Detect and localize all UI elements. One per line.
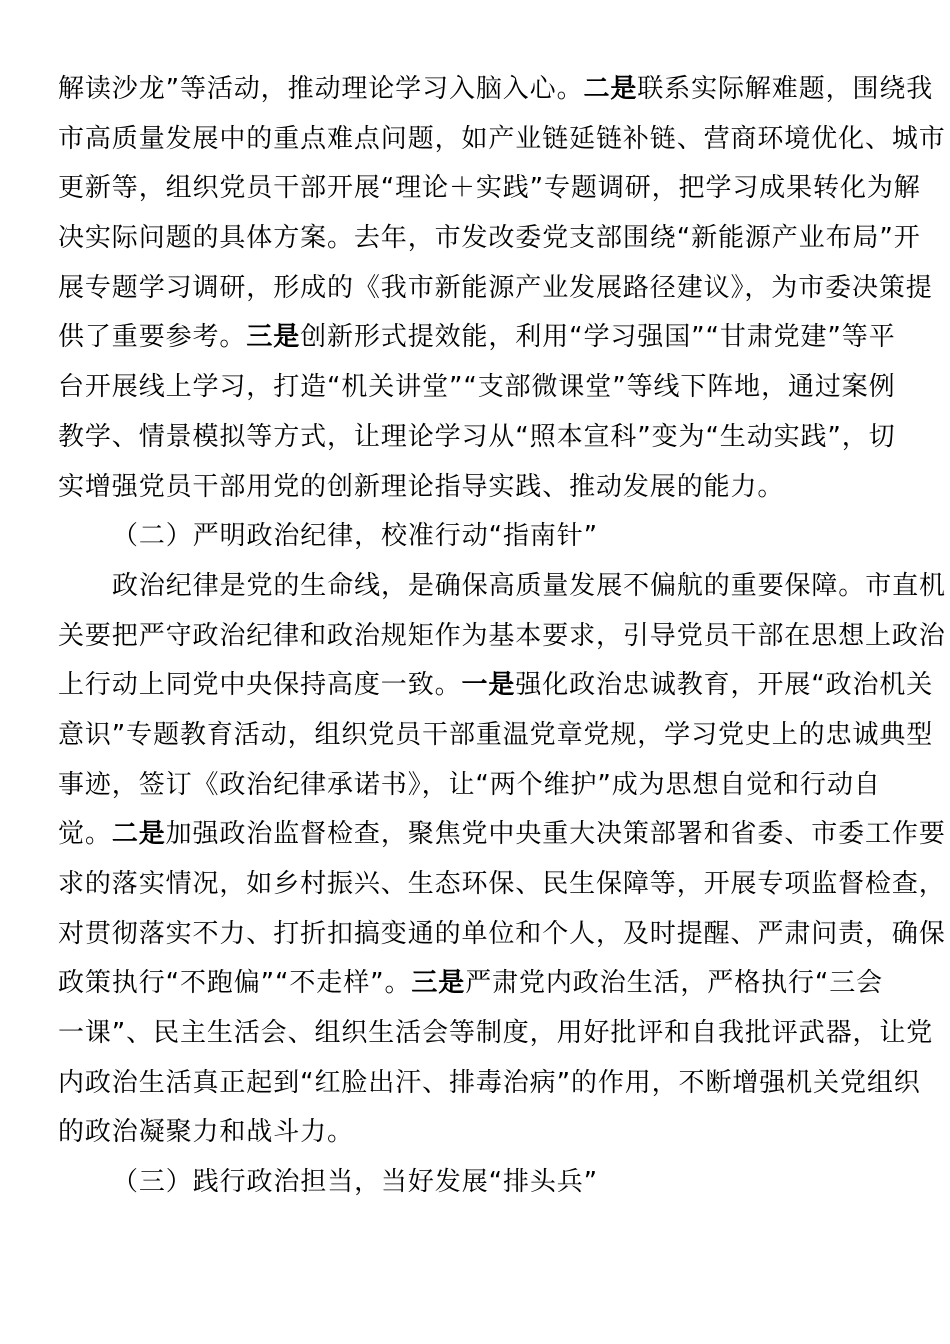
- text-segment: 供了重要参考。: [58, 322, 247, 353]
- heading-text: （三）践行政治担当，当好发展“排头兵”: [112, 1167, 599, 1198]
- text-segment: 严肃党内政治生活，严格执行“三会: [465, 968, 884, 999]
- text-segment: 联系实际解难题，围绕我: [637, 74, 934, 104]
- text-line: [58, 959, 884, 1009]
- text-segment: 加强政治监督检查，聚焦党中央重大决策部署和省委、市委工作要: [165, 819, 946, 850]
- text-line: [58, 264, 933, 314]
- bold-marker: 三是: [246, 322, 301, 353]
- text-segment: 创新形式提效能，利用“学习强国”“甘肃党建”等平: [300, 322, 896, 353]
- text-segment: 对贯彻落实不力、打折扣搞变通的单位和个人，及时提醒、严肃问责，确保: [58, 918, 946, 949]
- text-line: [58, 363, 896, 413]
- text-line: [58, 810, 946, 860]
- text-line: [58, 711, 934, 761]
- section-heading-2: [58, 512, 878, 562]
- text-segment: 强化政治忠诚教育，开展“政治机关: [515, 670, 934, 701]
- text-segment: 求的落实情况，如乡村振兴、生态环保、民生保障等，开展专项监督检查，: [58, 869, 946, 899]
- text-line: [58, 910, 946, 960]
- text-segment: 的政治凝聚力和战斗力。: [58, 1117, 354, 1148]
- text-line: [58, 612, 946, 662]
- text-line: [58, 164, 921, 214]
- bold-marker: 三是: [411, 968, 466, 999]
- text-segment: 决实际问题的具体方案。去年，市发改委党支部围绕“新能源产业布局”开: [58, 223, 921, 254]
- text-line: [58, 1009, 934, 1059]
- text-segment: 政策执行“不跑偏”“不走样”。: [58, 968, 412, 999]
- text-line: [58, 313, 896, 363]
- text-segment: 内政治生活真正起到“红脸出汗、排毒治病”的作用，不断增强机关党组织: [58, 1067, 921, 1098]
- text-line: [58, 463, 878, 513]
- text-line: [58, 761, 881, 811]
- text-line: [58, 413, 896, 463]
- text-segment: 展专题学习调研，形成的《我市新能源产业发展路径建议》，为市委决策提: [58, 272, 933, 303]
- text-segment: 关要把严守政治纪律和政治规矩作为基本要求，引导党员干部在思想上政治: [58, 620, 946, 651]
- text-segment: 更新等，组织党员干部开展“理论＋实践”专题调研，把学习成果转化为解: [58, 173, 921, 204]
- bold-marker: 二是: [111, 819, 166, 850]
- text-segment: 政治纪律是党的生命线，是确保高质量发展不偏航的重要保障。市直机: [112, 570, 946, 601]
- bold-marker: 二是: [583, 74, 638, 104]
- document-page: [58, 65, 946, 1208]
- paragraph-first-line: [58, 562, 946, 612]
- text-segment: 台开展线上学习，打造“机关讲堂”“支部微课堂”等线下阵地，通过案例: [58, 372, 896, 403]
- bold-marker: 一是: [461, 670, 516, 701]
- text-segment: 市高质量发展中的重点难点问题，如产业链延链补链、营商环境优化、城市: [58, 123, 946, 154]
- text-line: [58, 1059, 921, 1109]
- text-segment: 觉。: [58, 819, 112, 850]
- text-segment: 事迹，签订《政治纪律承诺书》，让“两个维护”成为思想自觉和行动自: [58, 769, 881, 800]
- text-line: [58, 65, 934, 115]
- text-segment: 教学、情景模拟等方式，让理论学习从“照本宣科”变为“生动实践”，切: [58, 421, 896, 452]
- text-segment: 实增强党员干部用党的创新理论指导实践、推动发展的能力。: [58, 471, 785, 502]
- text-segment: 意识”专题教育活动，组织党员干部重温党章党规，学习党史上的忠诚典型: [58, 719, 934, 750]
- text-line: [58, 214, 921, 264]
- text-line: [58, 661, 934, 711]
- section-heading-3: [58, 1158, 878, 1208]
- heading-text: （二）严明政治纪律，校准行动“指南针”: [112, 521, 599, 552]
- text-segment: 一课”、民主生活会、组织生活会等制度，用好批评和自我批评武器，让党: [58, 1018, 934, 1049]
- text-line: [58, 1108, 878, 1158]
- text-line: [58, 860, 946, 910]
- text-segment: 上行动上同党中央保持高度一致。: [58, 670, 462, 701]
- text-segment: 解读沙龙”等活动，推动理论学习入脑入心。: [58, 74, 584, 104]
- text-line: [58, 115, 946, 165]
